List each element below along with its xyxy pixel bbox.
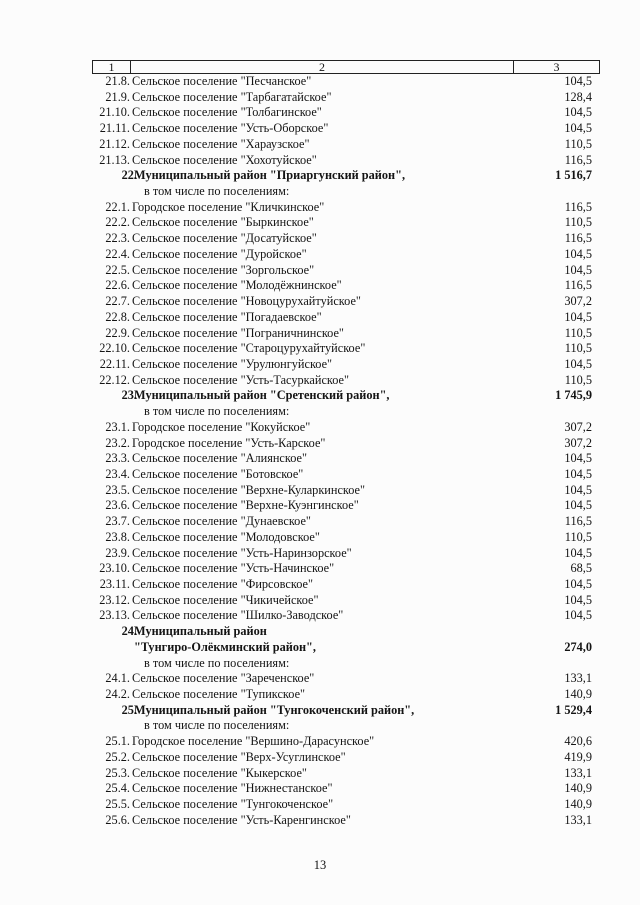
table-row (92, 200, 600, 216)
table-row (92, 703, 600, 719)
row-value: 420,6 (564, 734, 592, 749)
row-value: 116,5 (564, 199, 592, 214)
row-value: 419,9 (564, 749, 592, 764)
table-row (92, 593, 600, 609)
row-value: 307,2 (564, 435, 592, 450)
table-row (92, 498, 600, 514)
row-number: 25.3. (105, 765, 130, 780)
row-number: 21.11. (99, 121, 130, 136)
row-name: Сельское поселение "Фирсовское" (132, 577, 313, 591)
row-number: 21.12. (99, 136, 130, 151)
row-value: 104,5 (564, 608, 592, 623)
row-name: Сельское поселение "Верхне-Куэнгинское" (132, 498, 359, 513)
row-number: 23.4. (105, 466, 130, 481)
table-row (92, 420, 600, 436)
table-row (92, 137, 600, 153)
row-value: 116,5 (564, 231, 592, 246)
row-name: в том числе по поселениям: (144, 718, 290, 733)
table-row (92, 467, 600, 483)
row-value: 133,1 (564, 765, 592, 780)
row-number: 23.7. (105, 514, 130, 529)
row-name: Сельское поселение "Молодёжнинское" (132, 278, 342, 293)
row-number: 24. (121, 624, 137, 639)
row-name: Городское поселение "Кокуйское" (132, 419, 311, 434)
row-value: 307,2 (564, 294, 592, 309)
row-name: Сельское поселение "Дунаевское" (132, 514, 311, 529)
row-value: 104,5 (564, 246, 592, 261)
column-header-3: 3 (553, 60, 560, 74)
row-number: 25.2. (105, 749, 130, 764)
row-name: Сельское поселение "Новоцурухайтуйское" (132, 294, 361, 309)
row-name: Сельское поселение "Урулюнгуйское" (132, 356, 333, 371)
page-number: 13 (313, 858, 327, 872)
row-name: Сельское поселение "Усть-Начинское" (132, 561, 335, 576)
table-row (92, 184, 600, 200)
column-header-2: 2 (131, 61, 514, 73)
row-number: 22.9. (105, 325, 130, 340)
row-number: 22.8. (105, 309, 130, 324)
row-number: 22.6. (105, 278, 130, 293)
row-number: 22. (121, 168, 137, 183)
table-row (92, 797, 600, 813)
row-name: Муниципальный район "Тунгокоченский район", (134, 702, 415, 717)
row-number: 24.2. (105, 687, 130, 702)
row-number: 25.4. (105, 781, 130, 796)
row-name: Муниципальный район "Сретенский район", (134, 388, 390, 403)
table-row (92, 656, 600, 672)
table-row (92, 215, 600, 231)
row-value: 104,5 (564, 482, 592, 497)
row-number: 25.6. (105, 812, 130, 827)
row-number: 22.11. (99, 356, 130, 371)
row-name: Сельское поселение "Толбагинское" (132, 105, 322, 120)
row-value: 110,5 (564, 341, 592, 356)
row-value: 307,2 (564, 419, 592, 434)
table-row (92, 121, 600, 137)
row-value: 104,5 (564, 577, 592, 591)
table-row (92, 813, 600, 829)
row-name: Сельское поселение "Дуройское" (132, 246, 307, 261)
row-name: Сельское поселение "Тунгокоченское" (132, 797, 334, 812)
row-value: 110,5 (564, 215, 592, 230)
table-row (92, 357, 600, 373)
row-number: 22.4. (105, 246, 130, 261)
row-number: 22.2. (105, 215, 130, 230)
table-row (92, 404, 600, 420)
row-name: Сельское поселение "Алиянское" (132, 451, 308, 466)
row-number: 23. (121, 388, 137, 403)
table-row (92, 766, 600, 782)
row-number: 23.9. (105, 545, 130, 560)
row-number: 23.2. (105, 435, 130, 450)
row-value: 104,5 (564, 451, 592, 466)
row-name: Сельское поселение "Чикичейское" (132, 592, 319, 607)
table-body (92, 74, 600, 829)
row-value: 140,9 (564, 781, 592, 796)
row-name: Городское поселение "Усть-Карское" (132, 435, 326, 450)
row-name: Сельское поселение "Усть-Тасуркайское" (132, 372, 350, 387)
row-name: Сельское поселение "Песчанское" (132, 74, 312, 88)
row-number: 23.11. (99, 577, 130, 591)
row-number: 22.3. (105, 231, 130, 246)
row-name: Сельское поселение "Хохотуйское" (132, 152, 317, 167)
row-number: 21.8. (105, 74, 130, 88)
row-name: Сельское поселение "Верх-Усуглинское" (132, 749, 346, 764)
row-name: Сельское поселение "Пограничнинское" (132, 325, 344, 340)
table-row (92, 687, 600, 703)
table-row (92, 718, 600, 734)
table-row (92, 640, 600, 656)
table-row (92, 168, 600, 184)
table-row (92, 263, 600, 279)
table-row (92, 671, 600, 687)
row-name: Сельское поселение "Молодовское" (132, 529, 320, 544)
table-row (92, 231, 600, 247)
row-number: 23.6. (105, 498, 130, 513)
table-row (92, 750, 600, 766)
row-value: 104,5 (564, 74, 592, 88)
row-value: 274,0 (564, 639, 592, 654)
table-row (92, 546, 600, 562)
table-row (92, 781, 600, 797)
table-row (92, 341, 600, 357)
row-number: 23.1. (105, 419, 130, 434)
row-name: Сельское поселение "Зоргольское" (132, 262, 315, 277)
table-row (92, 373, 600, 389)
row-number: 22.5. (105, 262, 130, 277)
document-page (92, 60, 600, 829)
row-name: в том числе по поселениям: (144, 404, 290, 419)
row-name: в том числе по поселениям: (144, 184, 290, 199)
row-number: 23.8. (105, 529, 130, 544)
row-name: Сельское поселение "Нижнестанское" (132, 781, 333, 796)
row-number: 24.1. (105, 671, 130, 686)
row-number: 25. (121, 702, 137, 717)
row-value: 104,5 (564, 105, 592, 120)
table-row (92, 278, 600, 294)
row-name: Сельское поселение "Староцурухайтуйское" (132, 341, 366, 356)
row-number: 25.5. (105, 797, 130, 812)
row-value: 104,5 (564, 545, 592, 560)
row-value: 116,5 (564, 152, 592, 167)
table-row (92, 74, 600, 90)
row-value: 104,5 (564, 121, 592, 136)
table-row (92, 734, 600, 750)
row-name: в том числе по поселениям: (144, 655, 290, 670)
row-name: Сельское поселение "Шилко-Заводское" (132, 608, 344, 623)
row-value: 128,4 (564, 89, 592, 104)
table-row (92, 514, 600, 530)
row-name: Сельское поселение "Тарбагатайское" (132, 89, 332, 104)
row-value: 104,5 (564, 498, 592, 513)
row-number: 23.13. (99, 608, 130, 623)
table-row (92, 608, 600, 624)
table-row (92, 294, 600, 310)
row-number: 22.12. (99, 372, 130, 387)
row-name: Муниципальный район (134, 624, 267, 639)
row-number: 23.12. (99, 592, 130, 607)
row-name: Сельское поселение "Усть-Оборское" (132, 121, 329, 136)
table-row (92, 153, 600, 169)
table-row (92, 436, 600, 452)
row-name: Муниципальный район "Приаргунский район", (134, 168, 406, 183)
row-name: Сельское поселение "Усть-Наринзорское" (132, 545, 352, 560)
table-row (92, 624, 600, 640)
row-value: 110,5 (564, 372, 592, 387)
row-value: 68,5 (570, 561, 592, 576)
table-row (92, 530, 600, 546)
row-value: 104,5 (564, 356, 592, 371)
table-column-header (92, 60, 600, 74)
row-number: 23.3. (105, 451, 130, 466)
row-number: 21.10. (99, 105, 130, 120)
row-value: 116,5 (564, 514, 592, 529)
row-value: 133,1 (564, 671, 592, 686)
row-value: 104,5 (564, 309, 592, 324)
row-number: 22.10. (99, 341, 130, 356)
row-value: 110,5 (564, 529, 592, 544)
row-number: 22.7. (105, 294, 130, 309)
table-row (92, 388, 600, 404)
table-row (92, 105, 600, 121)
row-value: 104,5 (564, 592, 592, 607)
table-row (92, 451, 600, 467)
row-name: "Тунгиро-Олёкминский район", (134, 639, 316, 654)
row-number: 25.1. (105, 734, 130, 749)
row-name: Городское поселение "Вершино-Дарасунское" (132, 734, 375, 749)
row-name: Сельское поселение "Погадаевское" (132, 309, 322, 324)
row-name: Городское поселение "Кличкинское" (132, 199, 325, 214)
row-value: 104,5 (564, 262, 592, 277)
row-value: 133,1 (564, 812, 592, 827)
row-value: 1 529,4 (555, 702, 592, 717)
table-row (92, 310, 600, 326)
row-name: Сельское поселение "Зареченское" (132, 671, 315, 686)
row-value: 110,5 (564, 136, 592, 151)
row-number: 23.5. (105, 482, 130, 497)
table-row (92, 577, 600, 593)
row-name: Сельское поселение "Ботовское" (132, 466, 304, 481)
row-value: 1 745,9 (555, 388, 592, 403)
table-row (92, 247, 600, 263)
row-value: 140,9 (564, 797, 592, 812)
table-row (92, 561, 600, 577)
table-row (92, 90, 600, 106)
table-row (92, 326, 600, 342)
row-number: 22.1. (105, 199, 130, 214)
row-name: Сельское поселение "Тупикское" (132, 687, 306, 702)
row-name: Сельское поселение "Хараузское" (132, 136, 310, 151)
row-name: Сельское поселение "Быркинское" (132, 215, 314, 230)
row-value: 1 516,7 (555, 168, 592, 183)
row-number: 21.13. (99, 152, 130, 167)
row-name: Сельское поселение "Кыкерское" (132, 765, 307, 780)
row-value: 140,9 (564, 687, 592, 702)
row-name: Сельское поселение "Досатуйское" (132, 231, 317, 246)
row-number: 23.10. (99, 561, 130, 576)
row-name: Сельское поселение "Усть-Каренгинское" (132, 812, 351, 827)
row-name: Сельское поселение "Верхне-Куларкинское" (132, 482, 366, 497)
row-value: 116,5 (564, 278, 592, 293)
column-header-1: 1 (93, 61, 131, 73)
row-value: 110,5 (564, 325, 592, 340)
row-number: 21.9. (105, 89, 130, 104)
table-row (92, 483, 600, 499)
row-value: 104,5 (564, 466, 592, 481)
